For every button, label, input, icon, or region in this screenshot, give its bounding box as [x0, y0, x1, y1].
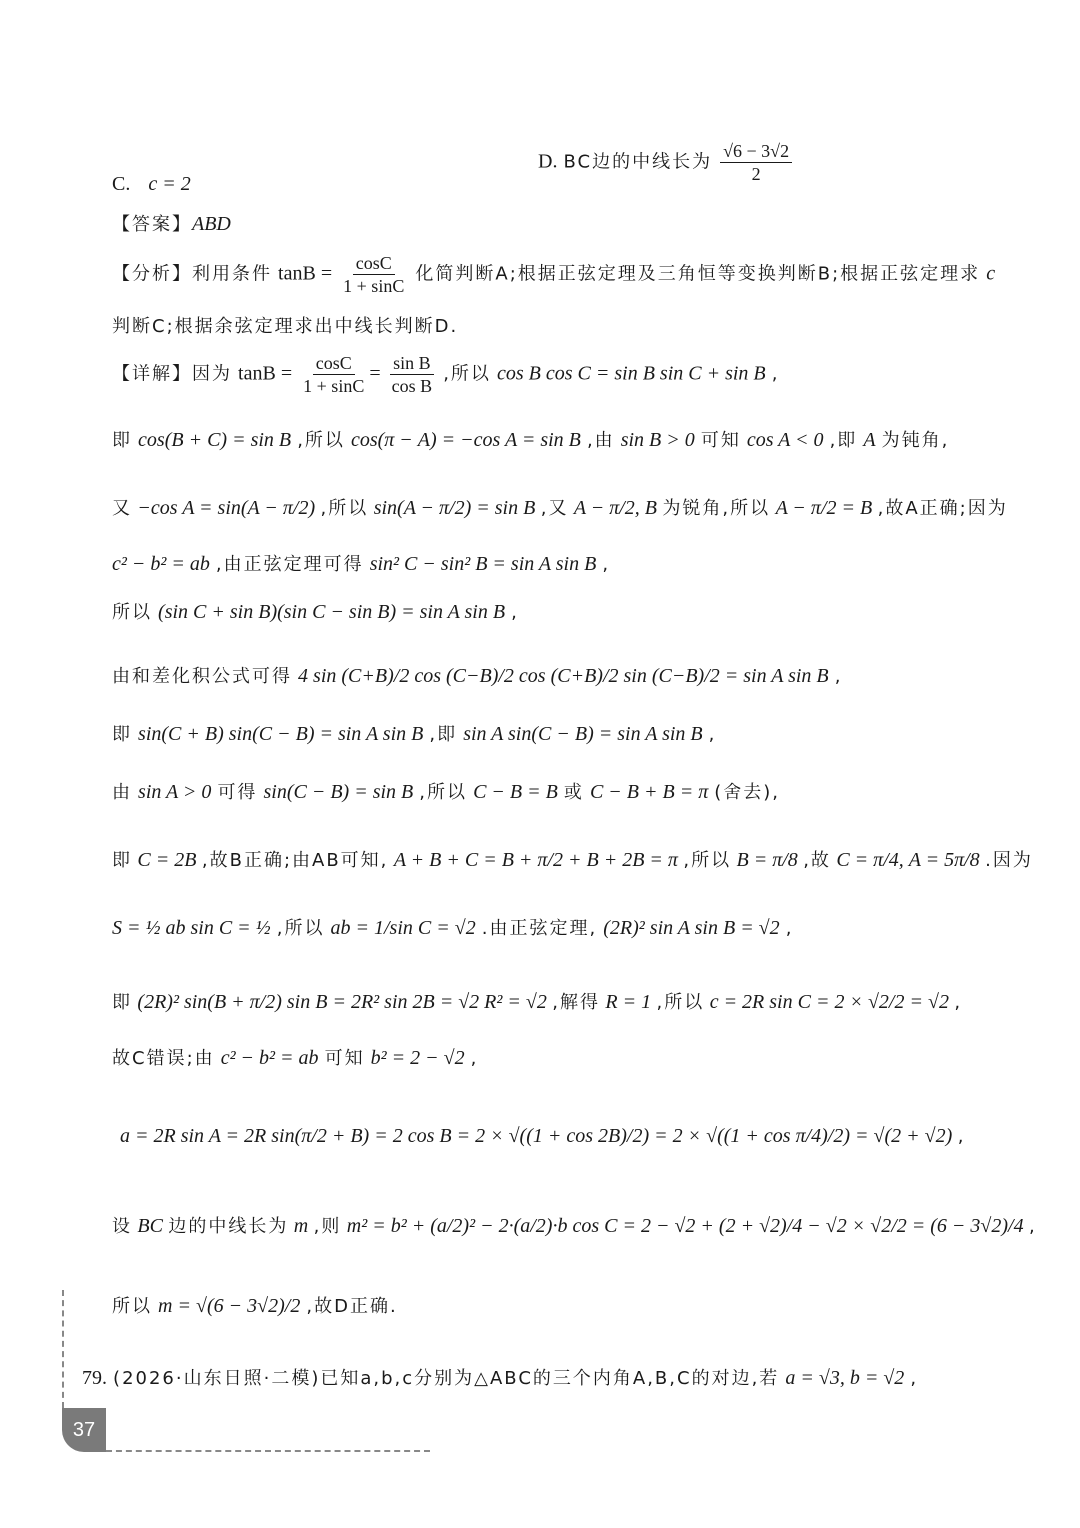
detail-line-11: [112, 990, 962, 1015]
detail-l8-eq1: sin A > 0: [138, 781, 212, 803]
detail-l6-a: 由和差化积公式可得: [112, 666, 292, 687]
detail-l6-eq: 4 sin (C+B)/2 cos (C−B)/2 cos (C+B)/2 sin (C−B)/2 = sin A sin B: [298, 665, 829, 687]
detail-l3-eq3: A − π/2, B: [573, 497, 658, 519]
detail-l2-f: 为钝角,: [881, 430, 950, 451]
detail-l7-b: ,即: [429, 724, 458, 745]
detail-l11-eq3: c = 2R sin C = 2 × √2/2 = √2: [709, 991, 949, 1013]
problem-end: ,: [910, 1368, 919, 1389]
detail-l5-b: ,: [511, 602, 519, 623]
option-c: [112, 172, 191, 196]
detail-l1-end: ,: [771, 363, 780, 385]
detail-l9-eq2: A + B + C = B + π/2 + B + 2B = π: [393, 849, 678, 871]
detail-l7-eq1: sin(C + B) sin(C − B) = sin A sin B: [138, 723, 424, 745]
detail-l9-e: .因为: [985, 850, 1033, 871]
detail-l2-b: ,所以: [297, 430, 345, 451]
detail-l2-eq5: A: [863, 429, 876, 451]
detail-l2-eq2: cos(π − A) = −cos A = sin B: [350, 429, 581, 451]
problem-text: (2026·山东日照·二模)已知a,b,c分别为△ABC的三个内角A,B,C的对边,若: [113, 1368, 780, 1389]
detail-line-9: [112, 848, 1033, 873]
detail-l8-e: (舍去),: [714, 782, 781, 803]
detail-l2-eq1: cos(B + C) = sin B: [138, 429, 292, 451]
analysis-line1-end: c: [986, 262, 996, 285]
detail-l15-a: 所以: [112, 1296, 152, 1317]
detail-l7-c: ,: [708, 724, 717, 745]
analysis-tan-lhs: tanB =: [278, 262, 333, 285]
detail-l12-eq1: c² − b² = ab: [220, 1047, 319, 1069]
detail-l10-b: .由正弦定理,: [481, 918, 598, 939]
detail-l11-eq2: R = 1: [605, 991, 652, 1013]
detail-l10-c: ,: [785, 918, 794, 939]
detail-l14-eq2: m: [293, 1215, 309, 1237]
page-number: 37: [62, 1408, 106, 1452]
detail-l11-b: ,解得: [552, 992, 601, 1013]
detail-l2-e: ,即: [829, 430, 858, 451]
detail-l14-d: ,: [1029, 1216, 1037, 1237]
detail-l14-c: ,则: [313, 1216, 342, 1237]
detail-l7-eq2: sin A sin(C − B) = sin A sin B: [463, 723, 703, 745]
detail-l1-eq: cos B cos C = sin B sin C + sin B: [496, 362, 766, 385]
detail-l14-b: 边的中线长为: [168, 1216, 289, 1237]
detail-line-5: [112, 600, 519, 625]
detail-l8-eq4: C − B + B = π: [589, 781, 709, 803]
detail-l3-d: 为锐角,所以: [662, 498, 771, 519]
detail-l8-b: 可得: [217, 782, 258, 803]
problem-79: [82, 1366, 918, 1391]
problem-condition: a = √3, b = √2: [785, 1367, 905, 1389]
option-d-text: BC边的中线长为: [563, 151, 713, 173]
detail-l8-d: 或: [563, 782, 584, 803]
detail-l14-a: 设: [112, 1216, 132, 1237]
detail-l1-n2: sin B: [390, 352, 434, 375]
detail-l4-a: ,由正弦定理可得: [215, 554, 364, 575]
detail-l12-eq2: b² = 2 − √2: [370, 1047, 465, 1069]
detail-l8-eq2: sin(C − B) = sin B: [263, 781, 414, 803]
detail-line-8: [112, 780, 780, 805]
page-border-dashed-vertical: [62, 1290, 64, 1408]
detail-l9-eq1: C = 2B: [137, 849, 197, 871]
detail-l3-a: 又: [112, 498, 132, 519]
analysis-tan-num: cosC: [353, 252, 395, 275]
detail-l3-b: ,所以: [320, 498, 369, 519]
detail-l5-eq: (sin C + sin B)(sin C − sin B) = sin A sin B: [158, 601, 506, 623]
detail-l12-b: 可知: [324, 1048, 365, 1069]
detail-line-13: [120, 1124, 965, 1149]
detail-l9-a: 即: [112, 850, 132, 871]
detail-l5-a: 所以: [112, 602, 152, 623]
detail-l2-eq4: cos A < 0: [746, 429, 824, 451]
detail-l9-d: ,故: [803, 850, 831, 871]
detail-l10-a: ,所以: [276, 918, 325, 939]
detail-l3-e: ,故A正确;因为: [877, 498, 1008, 519]
answer-line: [112, 212, 231, 237]
detail-l10-eq3: (2R)² sin A sin B = √2: [603, 917, 780, 939]
detail-l1-frac1: [300, 352, 367, 397]
detail-line-4: [112, 552, 610, 577]
detail-l7-a: 即: [112, 724, 132, 745]
detail-l3-eq1: −cos A = sin(A − π/2): [137, 497, 316, 519]
detail-l11-d: ,: [954, 992, 963, 1013]
detail-l6-b: ,: [834, 666, 843, 687]
analysis-tan-fraction: [340, 252, 407, 297]
analysis-line-1: [112, 252, 995, 297]
analysis-line2-text: 判断C;根据余弦定理求出中线长判断D.: [112, 316, 459, 337]
detail-l3-eq4: A − π/2 = B: [775, 497, 873, 519]
detail-line-6: [112, 664, 842, 689]
analysis-line1-text: 化简判断A;根据正弦定理及三角恒等变换判断B;根据正弦定理求: [415, 263, 981, 285]
detail-l15-eq: m = √(6 − 3√2)/2: [158, 1295, 301, 1317]
detail-label: 【详解】因为: [112, 363, 232, 385]
detail-l1-lhs: tanB =: [238, 362, 293, 385]
detail-l4-eq2: sin² C − sin² B = sin A sin B: [369, 553, 597, 575]
page-border-dashed-horizontal: [106, 1450, 430, 1452]
option-c-label: C.: [112, 173, 131, 195]
option-d-num: √6 − 3√2: [720, 140, 792, 163]
detail-line-7: [112, 722, 716, 747]
detail-line-1: 【详解】因为 tanB = $\frac{\cos C}{1 + \sin C}$ = $\frac{\text{sin B}}{\text{cos B}}$ ,所以 cos B cos C = sin B sin C + sin B ,: [112, 353, 780, 396]
detail-l15-b: ,故D正确.: [306, 1296, 398, 1317]
answer-value: ABD: [192, 213, 231, 235]
option-c-expr: c = 2: [148, 173, 191, 195]
detail-l14-eq1: BC: [137, 1215, 163, 1237]
detail-l10-eq2: ab = 1/sin C = √2: [330, 917, 476, 939]
detail-l12-a: 故C错误;由: [112, 1048, 215, 1069]
detail-l1-d2: cos B: [391, 376, 433, 396]
detail-line-15: [112, 1294, 398, 1319]
detail-l14-eq3: m² = b² + (a/2)² − 2·(a/2)·b cos C = 2 − √2 + (2 + √2)/4 − √2 × √2/2 = (6 − 3√2)/4: [346, 1215, 1024, 1237]
option-d-den: 2: [751, 164, 761, 184]
detail-l1-n1: cosC: [313, 352, 355, 375]
analysis-line-2: [112, 314, 458, 339]
detail-l2-a: 即: [112, 430, 132, 451]
detail-l11-eq1: (2R)² sin(B + π/2) sin B = 2R² sin 2B = √2 R² = √2: [137, 991, 547, 1013]
detail-l3-eq2: sin(A − π/2) = sin B: [373, 497, 536, 519]
detail-l11-a: 即: [112, 992, 132, 1013]
detail-l9-b: ,故B正确;由AB可知,: [201, 850, 389, 871]
detail-line-12: [112, 1046, 478, 1071]
detail-l1-d1: 1 + sinC: [303, 376, 365, 396]
option-d-fraction: [720, 140, 792, 185]
detail-line-10: [112, 916, 793, 941]
detail-l2-c: ,由: [586, 430, 615, 451]
analysis-tan-den: 1 + sinC: [343, 276, 405, 296]
option-d-label: D.: [538, 150, 558, 173]
answer-label: 【答案】: [112, 214, 192, 235]
detail-l1-frac2: [389, 352, 436, 397]
analysis-label: 【分析】利用条件: [112, 263, 272, 285]
detail-l4-eq1: c² − b² = ab: [112, 553, 210, 575]
detail-line-2: [112, 428, 949, 453]
detail-l2-eq3: sin B > 0: [620, 429, 695, 451]
detail-line-3: [112, 496, 1008, 521]
detail-l12-c: ,: [470, 1048, 479, 1069]
detail-l9-eq3: B = π/8: [736, 849, 798, 871]
detail-l3-c: ,又: [540, 498, 569, 519]
detail-l13-a: ,: [957, 1126, 966, 1147]
detail-l9-eq4: C = π/4, A = 5π/8: [836, 849, 980, 871]
detail-l8-c: ,所以: [419, 782, 468, 803]
problem-number: 79.: [82, 1367, 107, 1389]
detail-l11-c: ,所以: [656, 992, 705, 1013]
detail-l1-mid: ,所以: [443, 363, 491, 385]
option-d: [538, 140, 794, 185]
detail-l10-eq1: S = ½ ab sin C = ½: [112, 917, 271, 939]
detail-l8-a: 由: [112, 782, 132, 803]
detail-l4-b: ,: [602, 554, 611, 575]
detail-l8-eq3: C − B = B: [473, 781, 558, 803]
detail-l9-c: ,所以: [683, 850, 732, 871]
detail-l2-d: 可知: [700, 430, 741, 451]
detail-l13-eq: a = 2R sin A = 2R sin(π/2 + B) = 2 cos B = 2 × √((1 + cos 2B)/2) = 2 × √((1 + cos π/4)/2) = √(2 + √2): [120, 1125, 953, 1147]
detail-line-14: [112, 1214, 1037, 1239]
